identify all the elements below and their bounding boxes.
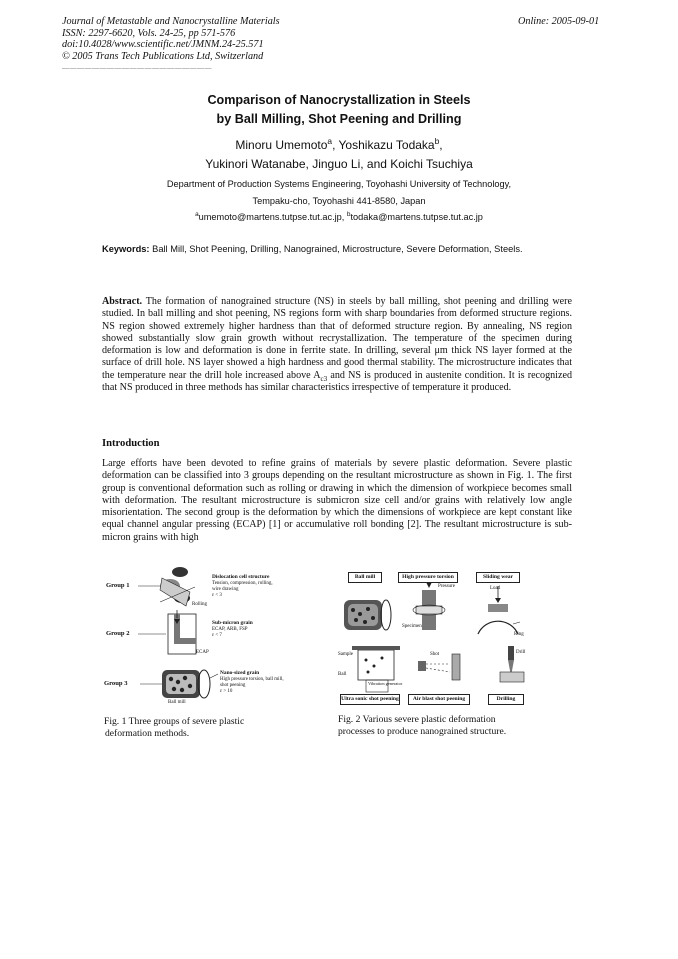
g1-title: Dislocation cell structure bbox=[212, 574, 270, 580]
g1-line2: wire drawing bbox=[212, 587, 239, 592]
issn-line: ISSN: 2297-6620, Vols. 24-25, pp 571-576 bbox=[62, 27, 236, 39]
introduction-heading: Introduction bbox=[102, 438, 160, 449]
g1-rolling-label: Rolling bbox=[192, 602, 208, 607]
online-date: Online: 2005-09-01 bbox=[518, 16, 600, 27]
figure-2-caption bbox=[338, 714, 506, 738]
affiliation-emails bbox=[0, 212, 678, 222]
keywords bbox=[102, 240, 572, 259]
air-blast-box: Air blast shot peening bbox=[408, 694, 470, 705]
ball-mill-illustration bbox=[140, 670, 218, 698]
abstract-text: The formation of nanograined structure (NS) in steels by ball milling, shot peening and drilling were studied. In ball milling and shot peening, NS regions form with sharp boundaries from deformed structure regions. NS region showed extremely higher hardness than that of deformed structure region. By annealing, NS region showed substantially slow grain growth without recrystallization. The temperature of the specimen during deformation is low and deformation is done in ferrite state. In drilling, several μm thick NS layer formed at the surface of drill hole. NS layer showed a high hardness and good thermal stability. The microstructure indicates that the temperature near the drill hole increased above A bbox=[102, 296, 572, 381]
paper-title-line-1: Comparison of Nanocrystallization in Steels bbox=[207, 93, 471, 107]
abstract bbox=[102, 296, 572, 394]
author-sup-a: a bbox=[327, 136, 333, 146]
email-umemoto[interactable]: umemoto@martens.tutpse.tut.ac.jp, bbox=[198, 212, 347, 222]
author-comma: , bbox=[439, 138, 443, 152]
g3-title: Nano-sized grain bbox=[220, 670, 260, 676]
g3-ballmill-label: Ball mill bbox=[168, 700, 186, 705]
g2-line1: ECAP, ARB, FSP bbox=[212, 627, 248, 632]
figure-1-caption-line-1: Fig. 1 Three groups of severe plastic bbox=[104, 716, 245, 727]
g3-line1: High pressure torsion, ball mill, bbox=[220, 677, 284, 682]
email-sup-b: b bbox=[346, 210, 351, 218]
figure-2-caption-line-1: Fig. 2 Various severe plastic deformation bbox=[338, 714, 496, 725]
journal-header bbox=[62, 16, 280, 62]
ball-label: Ball bbox=[338, 672, 347, 677]
ring-label: Ring bbox=[514, 632, 524, 637]
figure-1 bbox=[100, 562, 340, 710]
ball-mill-box: Ball mill bbox=[348, 572, 382, 583]
email-todaka[interactable]: todaka@martens.tutpse.tut.ac.jp bbox=[350, 212, 483, 222]
figure-2-caption-line-2: processes to produce nanograined structure. bbox=[338, 726, 507, 737]
g1-line1: Tension, compression, rolling, bbox=[212, 581, 273, 586]
affiliation-address: Tempaku-cho, Toyohashi 441-8580, Japan bbox=[252, 196, 426, 206]
g1-line3: ε < 3 bbox=[212, 593, 222, 598]
abstract-text-end: and NS is produced in austenite condition. It is recognized that NS produced in three methods has similar characteristics irrespective of temperature it produced. bbox=[102, 369, 572, 394]
header-cut-line: ———————————————————— bbox=[62, 64, 212, 72]
g2-ecap-label: ECAP bbox=[196, 650, 209, 655]
g3-line2: shot peening bbox=[220, 683, 246, 688]
keywords-text: Ball Mill, Shot Peening, Drilling, Nanograined, Microstructure, Severe Deformation, Steels. bbox=[149, 244, 523, 254]
g2-line2: ε < 7 bbox=[212, 633, 222, 638]
g2-title: Sub-micron grain bbox=[212, 620, 253, 626]
ecap-illustration bbox=[168, 610, 196, 654]
ultrasonic-box: Ultra sonic shot peening bbox=[340, 694, 400, 705]
journal-name: Journal of Metastable and Nanocrystalline Materials bbox=[62, 16, 280, 27]
drilling-box: Drilling bbox=[488, 694, 524, 705]
drill-label: Drill bbox=[516, 650, 526, 655]
group-3-label: Group 3 bbox=[104, 680, 128, 687]
abstract-subscript: c3 bbox=[320, 374, 328, 383]
copyright-line: © 2005 Trans Tech Publications Ltd, Switzerland bbox=[62, 50, 264, 62]
shot-label: Shot bbox=[430, 652, 440, 657]
authors-line-1 bbox=[0, 138, 678, 152]
doi-line[interactable]: doi:10.4028/www.scientific.net/JMNM.24-25.571 bbox=[62, 39, 264, 50]
author-umemoto: Minoru Umemoto bbox=[235, 138, 328, 152]
sliding-wear-box: Sliding wear bbox=[476, 572, 520, 583]
introduction-text: Large efforts have been devoted to refine grains of materials by severe plastic deformation. Severe plastic deformation can be classified into 3 groups depending on the resultant microstructure as shown in Fig. 1. The first group is conventional deformation such as rolling or drawing in which the dimension of workpiece becomes small with deformation. The resultant microstructure is submicron size cell and/or grains with relatively low angle misorientation. The second group is the deformation by which the dimensions of workpiece are kept constant like equal channel angular pressing (ECAP) [1] or accumulative roll bonding [2]. The resultant microstructure is sub-micron grains with high bbox=[102, 458, 572, 543]
load-label: Load bbox=[490, 586, 501, 591]
authors-line-2: Yukinori Watanabe, Jinguo Li, and Koichi Tsuchiya bbox=[205, 157, 473, 171]
keywords-label: Keywords: bbox=[102, 244, 150, 254]
figure-1-caption-line-2: deformation methods. bbox=[105, 728, 190, 739]
author-sup-b: b bbox=[434, 136, 440, 146]
email-sup-a: a bbox=[195, 210, 199, 218]
pressure-label: Pressure bbox=[438, 584, 455, 589]
affiliation-dept: Department of Production Systems Engineering, Toyohashi University of Technology, bbox=[166, 179, 512, 189]
figure-2 bbox=[338, 568, 538, 708]
paper-title-line-2: by Ball Milling, Shot Peening and Drilling bbox=[216, 112, 462, 126]
rolling-illustration bbox=[160, 567, 195, 606]
g3-line3: ε > 10 bbox=[220, 689, 233, 694]
group-2-label: Group 2 bbox=[106, 630, 130, 637]
sample-label: Sample bbox=[338, 652, 353, 657]
specimen-label: Specimen bbox=[402, 624, 422, 629]
ball-mill-jar-illustration bbox=[344, 600, 391, 630]
vibration-label: Vibration generator bbox=[368, 681, 403, 686]
sliding-wear-illustration bbox=[478, 586, 520, 634]
figure-1-caption bbox=[104, 716, 244, 740]
group-1-label: Group 1 bbox=[106, 582, 130, 589]
hpt-box: High pressure torsion bbox=[398, 572, 458, 583]
abstract-label: Abstract. bbox=[102, 296, 143, 307]
author-todaka: , Yoshikazu Todaka bbox=[332, 138, 435, 152]
